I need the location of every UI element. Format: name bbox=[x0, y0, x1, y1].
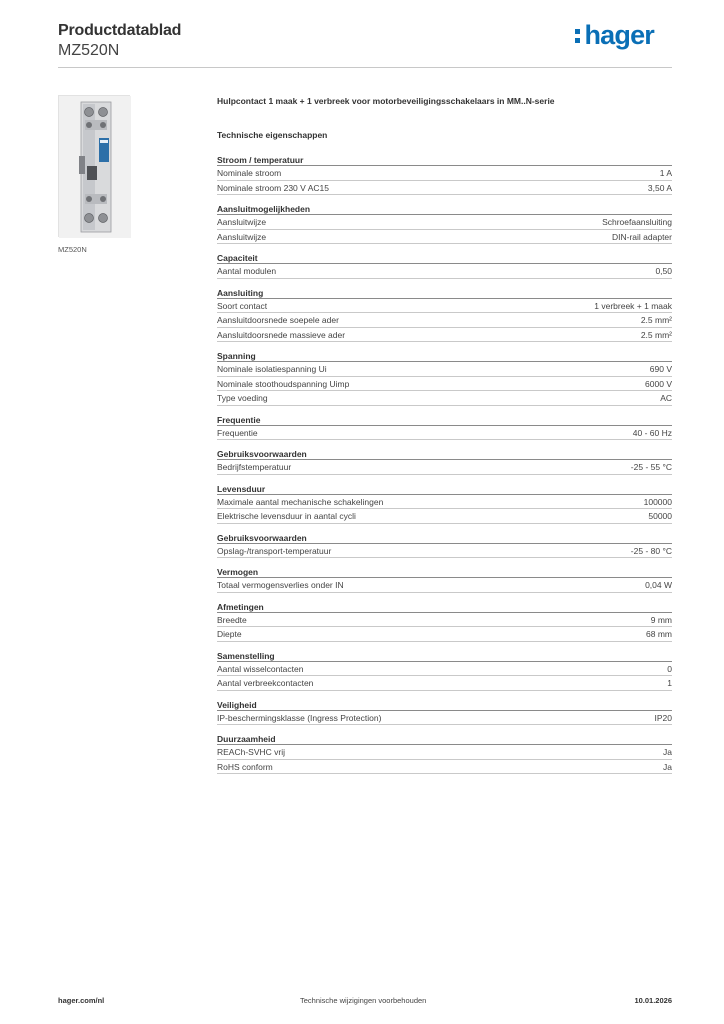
spec-value: DIN-rail adapter bbox=[612, 231, 672, 242]
spec-row bbox=[217, 215, 672, 230]
spec-group-title: Aansluiting bbox=[217, 287, 672, 299]
spec-value: 9 mm bbox=[650, 614, 672, 625]
spec-group-title: Capaciteit bbox=[217, 252, 672, 264]
spec-row bbox=[217, 745, 672, 760]
spec-row bbox=[217, 362, 672, 377]
spec-row bbox=[217, 711, 672, 726]
logo-text: hager bbox=[584, 20, 654, 50]
spec-label: Aansluitwijze bbox=[217, 217, 267, 227]
footer-date: 10.01.2026 bbox=[634, 996, 672, 1005]
spec-row bbox=[217, 377, 672, 392]
product-image bbox=[58, 95, 130, 237]
spec-row bbox=[217, 391, 672, 406]
spec-label: Aantal modulen bbox=[217, 266, 277, 276]
spec-value: 50000 bbox=[648, 511, 672, 521]
spec-group-title: Afmetingen bbox=[217, 601, 672, 613]
spec-value: AC bbox=[660, 393, 672, 403]
spec-label: Nominale stroom 230 V AC15 bbox=[217, 182, 329, 193]
spec-value: 690 V bbox=[649, 364, 672, 374]
spec-row bbox=[217, 166, 672, 181]
spec-row bbox=[217, 760, 672, 775]
spec-group bbox=[217, 532, 672, 559]
specification-groups bbox=[217, 154, 672, 774]
spec-row bbox=[217, 578, 672, 593]
footer-notice: Technische wijzigingen voorbehouden bbox=[300, 996, 427, 1005]
spec-label: Nominale stoothoudspanning Uimp bbox=[217, 378, 350, 389]
spec-group-title: Gebruiksvoorwaarden bbox=[217, 532, 672, 544]
spec-value: 40 - 60 Hz bbox=[632, 427, 672, 438]
footer-website: hager.com/nl bbox=[58, 996, 105, 1005]
spec-value: Ja bbox=[663, 761, 672, 772]
spec-group-title: Spanning bbox=[217, 350, 672, 362]
section-title: Technische eigenschappen bbox=[217, 130, 328, 140]
spec-group bbox=[217, 650, 672, 691]
spec-group bbox=[217, 566, 672, 593]
spec-group bbox=[217, 154, 672, 195]
spec-value: 100000 bbox=[643, 496, 672, 507]
spec-group-title: Gebruiksvoorwaarden bbox=[217, 448, 672, 460]
spec-value: IP20 bbox=[654, 712, 672, 723]
spec-label: REACh-SVHC vrij bbox=[217, 747, 286, 757]
spec-value: 2.5 mm² bbox=[640, 315, 672, 325]
spec-value: 1 bbox=[667, 678, 672, 688]
auxiliary-contact-image bbox=[59, 96, 131, 238]
spec-group bbox=[217, 350, 672, 406]
spec-label: Opslag-/transport-temperatuur bbox=[217, 545, 332, 556]
spec-label: Diepte bbox=[217, 629, 242, 639]
spec-group bbox=[217, 448, 672, 475]
spec-label: Aansluitwijze bbox=[217, 231, 267, 242]
spec-value: 0 bbox=[667, 663, 672, 674]
spec-value: Ja bbox=[663, 747, 672, 757]
spec-group-title: Aansluitmogelijkheden bbox=[217, 203, 672, 215]
spec-row bbox=[217, 627, 672, 642]
logo-dots-icon bbox=[575, 25, 581, 45]
spec-row bbox=[217, 460, 672, 475]
specification-content bbox=[217, 96, 672, 782]
page-header bbox=[58, 20, 672, 68]
spec-label: Soort contact bbox=[217, 300, 268, 311]
product-code: MZ520N bbox=[58, 42, 120, 59]
spec-group-title: Duurzaamheid bbox=[217, 733, 672, 745]
spec-group bbox=[217, 601, 672, 642]
spec-row bbox=[217, 662, 672, 677]
spec-row bbox=[217, 676, 672, 691]
spec-label: Totaal vermogensverlies onder IN bbox=[217, 580, 344, 590]
spec-label: Aansluitdoorsnede soepele ader bbox=[217, 315, 339, 325]
spec-value: 1 verbreek + 1 maak bbox=[594, 300, 672, 311]
spec-group bbox=[217, 699, 672, 726]
product-description: Hulpcontact 1 maak + 1 verbreek voor motorbeveiligingsschakelaars in MM..N-serie bbox=[217, 96, 555, 106]
spec-value: 2.5 mm² bbox=[640, 329, 672, 340]
spec-group-title: Levensduur bbox=[217, 483, 672, 495]
spec-group-title: Frequentie bbox=[217, 414, 672, 426]
spec-row bbox=[217, 264, 672, 279]
spec-value: Schroefaansluiting bbox=[602, 217, 672, 227]
spec-label: Nominale stroom bbox=[217, 168, 282, 178]
spec-row bbox=[217, 495, 672, 510]
spec-label: IP-beschermingsklasse (Ingress Protection) bbox=[217, 712, 382, 723]
spec-group-title: Stroom / temperatuur bbox=[217, 154, 672, 166]
spec-group-title: Samenstelling bbox=[217, 650, 672, 662]
spec-group bbox=[217, 483, 672, 524]
spec-value: 3,50 A bbox=[647, 182, 672, 193]
spec-group bbox=[217, 203, 672, 244]
spec-label: Maximale aantal mechanische schakelingen bbox=[217, 496, 384, 507]
spec-value: 0,04 W bbox=[645, 580, 672, 590]
spec-label: Breedte bbox=[217, 614, 247, 625]
spec-label: Type voeding bbox=[217, 393, 268, 403]
spec-label: Aantal verbreekcontacten bbox=[217, 678, 314, 688]
spec-value: 0,50 bbox=[655, 266, 672, 276]
spec-value: 1 A bbox=[659, 168, 672, 178]
spec-group bbox=[217, 252, 672, 279]
spec-group-title: Veiligheid bbox=[217, 699, 672, 711]
spec-group-title: Vermogen bbox=[217, 566, 672, 578]
spec-value: 6000 V bbox=[645, 378, 672, 389]
spec-value: 68 mm bbox=[646, 629, 672, 639]
document-title: Productdatablad bbox=[58, 22, 182, 39]
spec-row bbox=[217, 544, 672, 559]
spec-value: -25 - 80 °C bbox=[630, 545, 672, 556]
hager-logo bbox=[575, 20, 654, 51]
spec-label: RoHS conform bbox=[217, 761, 273, 772]
spec-label: Frequentie bbox=[217, 427, 258, 438]
spec-label: Bedrijfstemperatuur bbox=[217, 462, 292, 472]
spec-row bbox=[217, 299, 672, 314]
spec-row bbox=[217, 313, 672, 328]
spec-value: -25 - 55 °C bbox=[630, 462, 672, 472]
spec-group bbox=[217, 414, 672, 441]
spec-group bbox=[217, 287, 672, 343]
spec-label: Aantal wisselcontacten bbox=[217, 663, 304, 674]
spec-row bbox=[217, 328, 672, 343]
spec-group bbox=[217, 733, 672, 774]
product-image-caption: MZ520N bbox=[58, 245, 87, 254]
spec-row bbox=[217, 181, 672, 196]
spec-label: Elektrische levensduur in aantal cycli bbox=[217, 511, 356, 521]
spec-row bbox=[217, 613, 672, 628]
spec-row bbox=[217, 426, 672, 441]
spec-label: Nominale isolatiespanning Ui bbox=[217, 364, 327, 374]
spec-row bbox=[217, 230, 672, 245]
spec-row bbox=[217, 509, 672, 524]
spec-label: Aansluitdoorsnede massieve ader bbox=[217, 329, 346, 340]
